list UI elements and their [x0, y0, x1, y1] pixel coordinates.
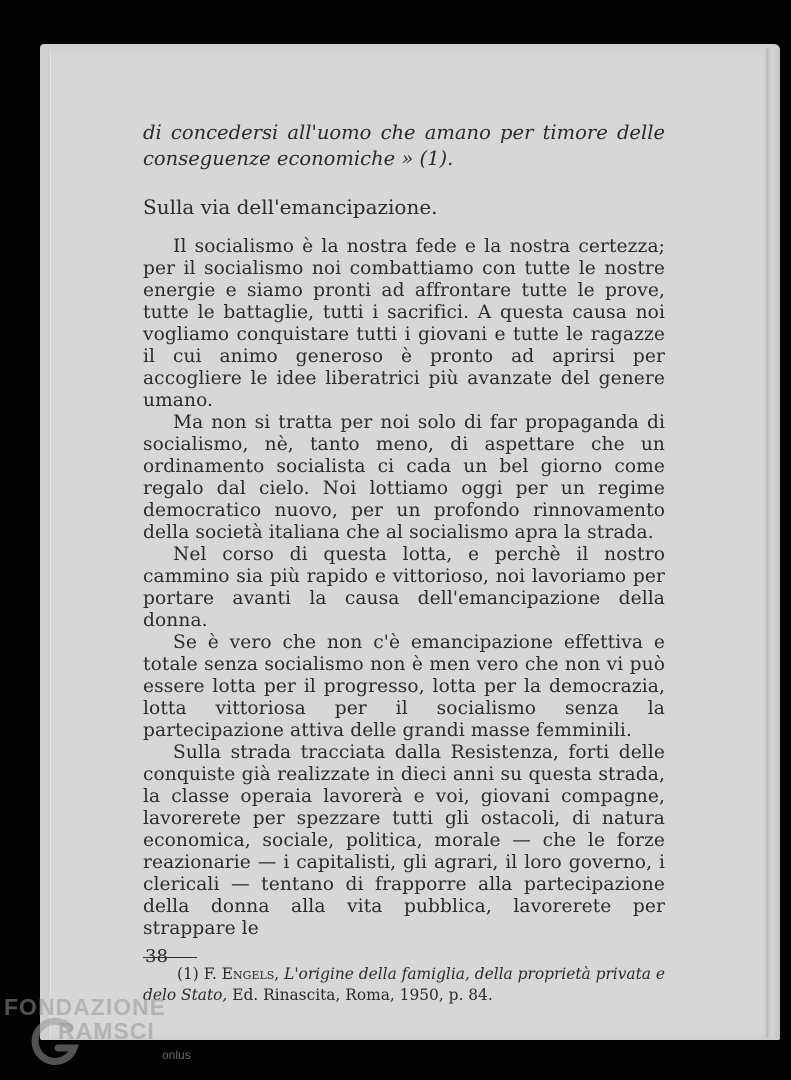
- watermark-suffix: onlus: [162, 1048, 191, 1062]
- footnote-publisher: Ed. Rinascita, Roma, 1950, p. 84.: [232, 986, 493, 1004]
- paragraph-4: Se è vero che non c'è emancipazione effettiva e totale senza socialismo non è men vero che non vi può essere lotta per il progresso, lotta per la democrazia, lotta vittoriosa per il socialismo senza la partecipazione attiva delle grandi masse femminili.: [143, 632, 665, 741]
- watermark-line-2: RAMSCI: [58, 1018, 155, 1044]
- paragraph-5: Sulla strada tracciata dalla Resistenza, forti delle conquiste già realizzate in dieci anni su questa strada, la classe operaia lavorerà e voi, giovani compagne, lavorerete per spezzare tutti gli ostacoli, di natura economica, sociale, politica, morale — che le forze reazionarie — i capitalisti, gli agrari, il loro governo, i clericali — tentano di frapporre alla partecipazione della donna alla vita pubblica, lavorerete per strappare le: [143, 742, 665, 939]
- watermark-line-1: FONDAZIONE: [4, 994, 167, 1020]
- quote-continuation: di concedersi all'uomo che amano per timore delle conseguenze economiche » (1).: [143, 121, 665, 170]
- paragraph-1: Il socialismo è la nostra fede e la nostra certezza; per il socialismo noi combattiamo con tutte le nostre energie e siamo pronti ad affrontare tutte le prove, tutte le battaglie, tutti i sacrifici. A questa causa noi vogliamo conquistare tutti i giovani e tutte le ragazze il cui animo generoso è pronto ad aprirsi per accogliere le idee liberatrici più avanzate del genere umano.: [143, 236, 665, 411]
- paragraph-3: Nel corso di questa lotta, e perchè il nostro cammino sia più rapido e vittorioso, noi lavoriamo per portare avanti la causa dell'emancipazione della donna.: [143, 544, 665, 631]
- page-edge: [766, 48, 780, 1038]
- paragraph-2: Ma non si tratta per noi solo di far propaganda di socialismo, nè, tanto meno, di aspettare che un ordinamento socialista ci cada un bel giorno come regalo dal cielo. Noi lottiamo oggi per un regime democratico nuovo, per un profondo rinnovamento della società italiana che al socialismo apra la strada.: [143, 412, 665, 543]
- watermark-logo: [4, 994, 204, 1074]
- footnote: [143, 964, 665, 1006]
- page-number: 38: [145, 946, 168, 967]
- footnote-author: F. Engels,: [203, 965, 280, 983]
- page-text: [143, 120, 665, 1006]
- footnote-title: L'origine della famiglia, della proprietà privata e delo Stato,: [143, 965, 665, 1004]
- section-heading: Sulla via dell'emancipazione.: [143, 195, 438, 219]
- footnote-marker: (1): [177, 965, 199, 983]
